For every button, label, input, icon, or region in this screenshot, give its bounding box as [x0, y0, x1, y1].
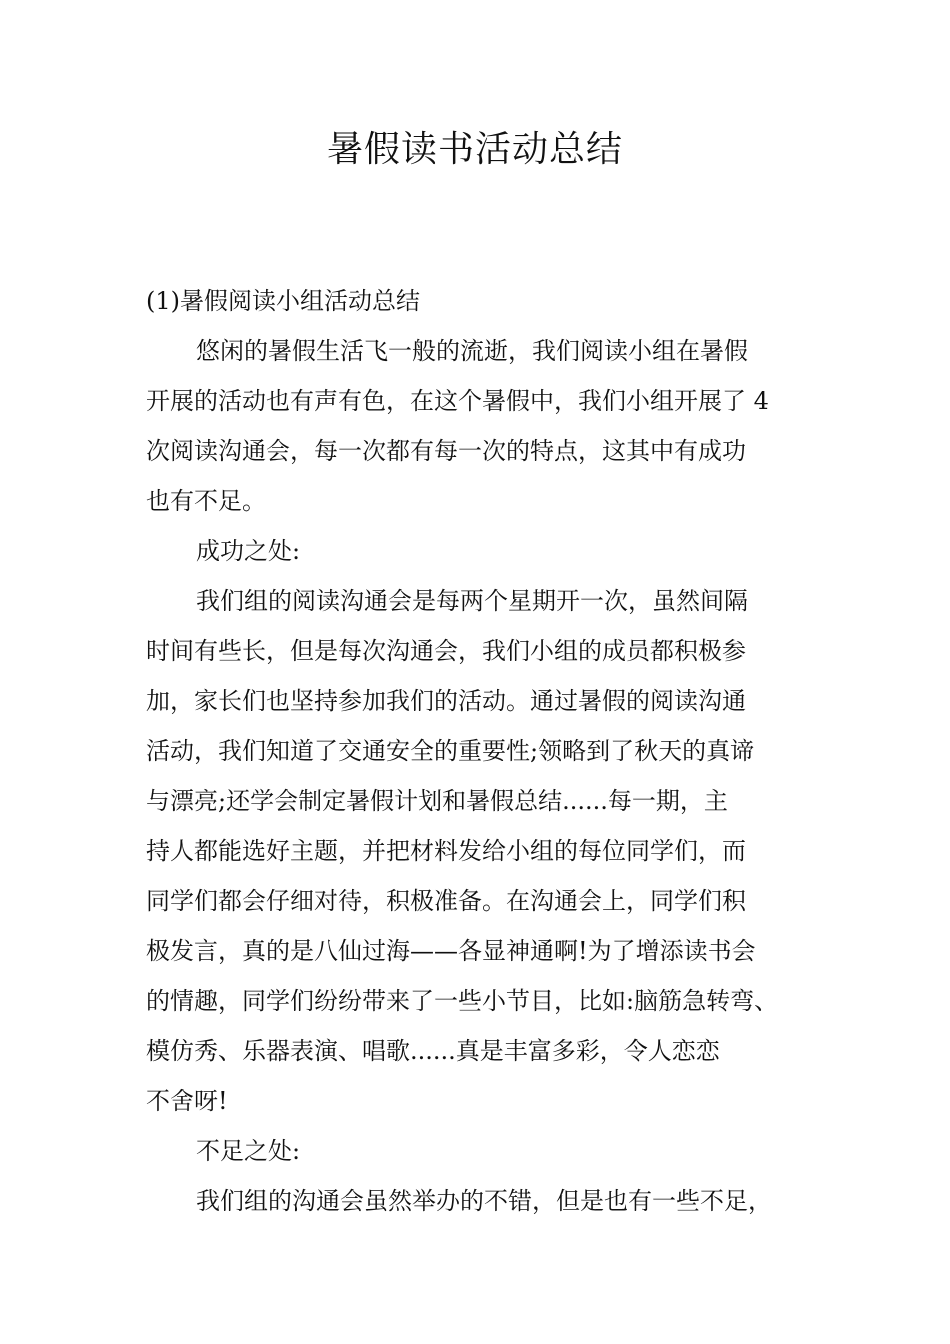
- paragraph-line: 不舍呀!: [146, 1087, 228, 1115]
- subheading-success: 成功之处:: [196, 537, 301, 565]
- paragraph-line: 开展的活动也有声有色，在这个暑假中，我们小组开展了 4: [146, 387, 769, 415]
- paragraph-line: 持人都能选好主题，并把材料发给小组的每位同学们，而: [146, 837, 746, 865]
- document-title: 暑假读书活动总结: [326, 129, 623, 170]
- paragraph-line: 我们组的沟通会虽然举办的不错，但是也有一些不足，: [196, 1187, 772, 1215]
- section-heading: (1)暑假阅读小组活动总结: [146, 287, 420, 315]
- paragraph-line: 与漂亮;还学会制定暑假计划和暑假总结......每一期，主: [146, 787, 728, 815]
- paragraph-line: 极发言，真的是八仙过海——各显神通啊!为了增添读书会: [146, 937, 756, 965]
- paragraph-line: 我们组的阅读沟通会是每两个星期开一次，虽然间隔: [196, 587, 748, 615]
- paragraph-line: 同学们都会仔细对待，积极准备。在沟通会上，同学们积: [146, 887, 746, 915]
- paragraph-line: 的情趣，同学们纷纷带来了一些小节目，比如:脑筋急转弯、: [146, 987, 779, 1015]
- paragraph-line: 次阅读沟通会，每一次都有每一次的特点，这其中有成功: [146, 437, 746, 465]
- paragraph-line: 模仿秀、乐器表演、唱歌......真是丰富多彩，令人恋恋: [146, 1037, 720, 1065]
- paragraph-line: 也有不足。: [146, 487, 266, 515]
- paragraph-line: 悠闲的暑假生活飞一般的流逝，我们阅读小组在暑假: [196, 337, 748, 365]
- paragraph-line: 活动，我们知道了交通安全的重要性;领略到了秋天的真谛: [146, 737, 755, 765]
- subheading-shortcomings: 不足之处:: [196, 1137, 301, 1165]
- paragraph-line: 加，家长们也坚持参加我们的活动。通过暑假的阅读沟通: [146, 687, 746, 715]
- paragraph-line: 时间有些长，但是每次沟通会，我们小组的成员都积极参: [146, 637, 746, 665]
- document-body: [146, 276, 818, 1226]
